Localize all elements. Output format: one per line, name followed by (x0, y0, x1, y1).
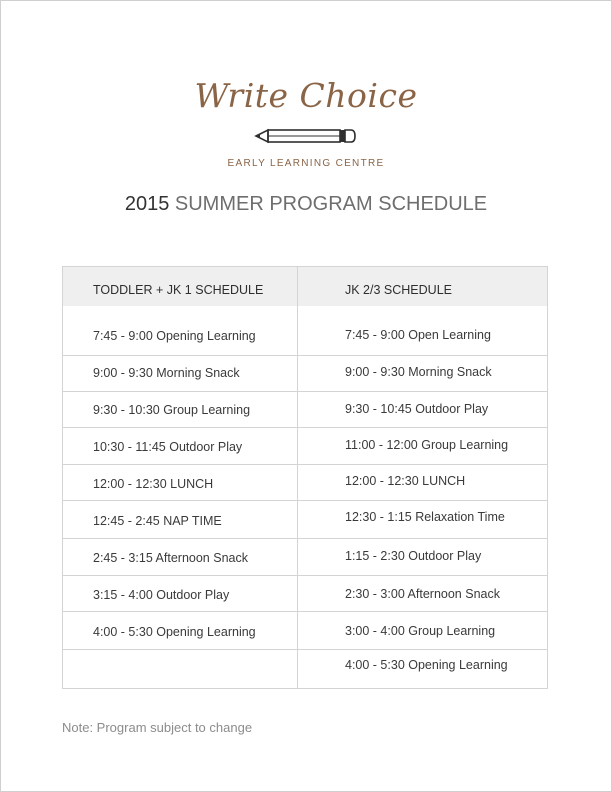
left-schedule-item: 12:45 - 2:45 NAP TIME (93, 514, 222, 528)
left-schedule-item: 10:30 - 11:45 Outdoor Play (93, 440, 243, 454)
left-schedule-item: 12:00 - 12:30 LUNCH (93, 477, 214, 491)
left-column-header: TODDLER + JK 1 SCHEDULE (93, 283, 264, 297)
right-schedule-item: 9:00 - 9:30 Morning Snack (345, 365, 492, 379)
row-divider (63, 575, 297, 576)
row-divider (63, 464, 297, 465)
row-divider (298, 538, 548, 539)
right-schedule-item: 12:30 - 1:15 Relaxation Time (345, 510, 505, 524)
row-divider (63, 611, 297, 612)
right-schedule-item: 11:00 - 12:00 Group Learning (345, 438, 509, 452)
left-schedule-item: 2:45 - 3:15 Afternoon Snack (93, 551, 248, 565)
row-divider (298, 464, 548, 465)
footnote: Note: Program subject to change (62, 720, 253, 735)
title-text: SUMMER PROGRAM SCHEDULE (174, 193, 488, 215)
row-divider (63, 649, 297, 650)
row-divider (298, 427, 548, 428)
left-schedule-item: 7:45 - 9:00 Opening Learning (93, 329, 256, 343)
right-schedule-item: 3:00 - 4:00 Group Learning (345, 624, 496, 638)
pencil-icon (254, 127, 358, 145)
logo-subtitle: EARLY LEARNING CENTRE (227, 158, 385, 169)
right-schedule-item: 7:45 - 9:00 Open Learning (345, 328, 491, 342)
row-divider (63, 500, 297, 501)
row-divider (298, 649, 548, 650)
left-schedule-item: 3:15 - 4:00 Outdoor Play (93, 588, 230, 602)
left-schedule-item: 4:00 - 5:30 Opening Learning (93, 625, 256, 639)
logo-wordmark: Write Choice (194, 76, 418, 115)
row-divider (63, 355, 297, 356)
left-schedule-item: 9:30 - 10:30 Group Learning (93, 403, 251, 417)
row-divider (298, 500, 548, 501)
page-title (0, 193, 612, 216)
row-divider (63, 538, 297, 539)
row-divider (63, 391, 297, 392)
right-schedule-item: 2:30 - 3:00 Afternoon Snack (345, 587, 500, 601)
row-divider (298, 355, 548, 356)
right-schedule-item: 12:00 - 12:30 LUNCH (345, 474, 466, 488)
row-divider (298, 575, 548, 576)
schedule-table (62, 266, 548, 689)
right-column-header: JK 2/3 SCHEDULE (345, 283, 452, 297)
title-year: 2015 (124, 193, 170, 215)
left-schedule-item: 9:00 - 9:30 Morning Snack (93, 366, 240, 380)
row-divider (298, 611, 548, 612)
row-divider (298, 391, 548, 392)
column-divider (297, 267, 298, 688)
right-schedule-item: 1:15 - 2:30 Outdoor Play (345, 549, 482, 563)
right-schedule-item: 9:30 - 10:45 Outdoor Play (345, 402, 489, 416)
right-schedule-item: 4:00 - 5:30 Opening Learning (345, 658, 508, 672)
row-divider (63, 427, 297, 428)
